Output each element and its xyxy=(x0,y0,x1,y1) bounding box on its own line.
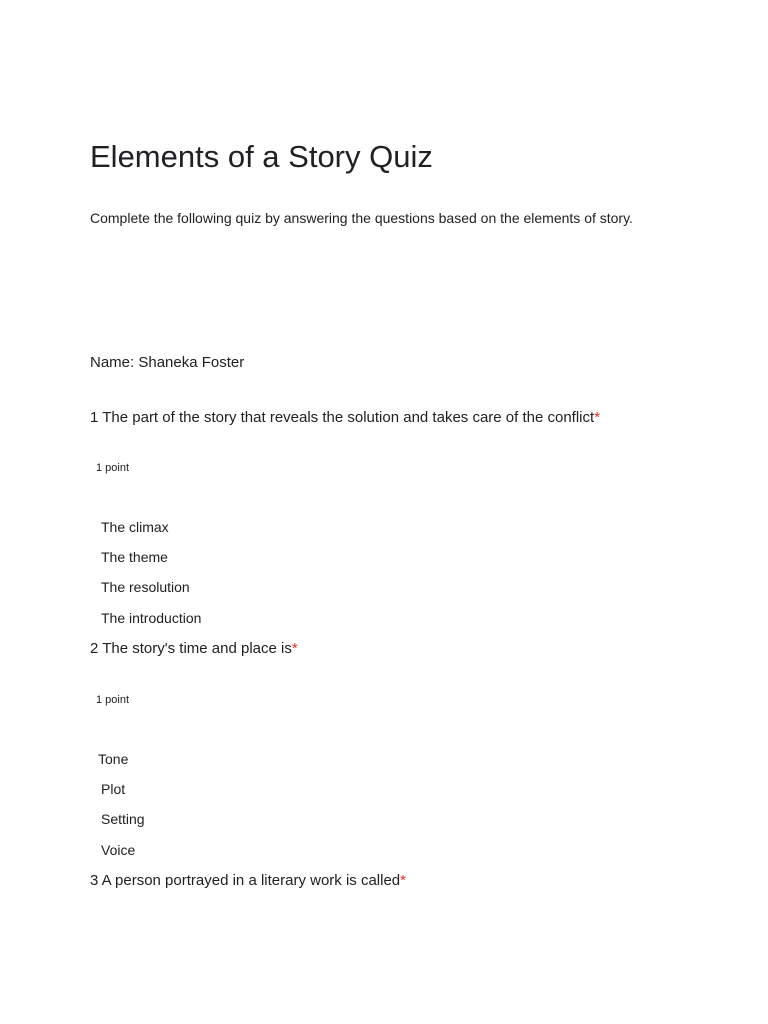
question-1-option-2[interactable]: The theme xyxy=(101,549,168,565)
required-marker: * xyxy=(291,640,298,657)
question-3-title xyxy=(90,871,406,891)
required-marker: * xyxy=(400,872,406,889)
question-2-option-1[interactable]: Tone xyxy=(98,751,129,767)
question-2-option-2[interactable]: Plot xyxy=(101,781,126,797)
question-3-text: 3 A person portrayed in a literary work is called xyxy=(90,872,401,889)
question-1-text: 1 The part of the story that reveals the solution and takes care of the conflict xyxy=(90,409,595,426)
question-1-points: 1 point xyxy=(96,462,130,474)
required-marker: * xyxy=(594,409,601,426)
question-1-option-1[interactable]: The climax xyxy=(101,519,169,535)
question-2-text: 2 The story's time and place is xyxy=(90,640,292,657)
question-1-option-4[interactable]: The introduction xyxy=(101,610,202,626)
form-title: Elements of a Story Quiz xyxy=(90,139,433,174)
question-1-option-3[interactable]: The resolution xyxy=(101,579,190,595)
question-2-option-4[interactable]: Voice xyxy=(101,842,136,858)
form-description: Complete the following quiz by answering the questions based on the elements of story. xyxy=(90,210,633,226)
question-2-option-3[interactable]: Setting xyxy=(101,811,145,827)
name-line: Name: Shaneka Foster xyxy=(90,354,245,371)
question-2-title xyxy=(90,639,298,659)
question-2-points: 1 point xyxy=(96,694,130,706)
question-1-title xyxy=(90,408,600,428)
